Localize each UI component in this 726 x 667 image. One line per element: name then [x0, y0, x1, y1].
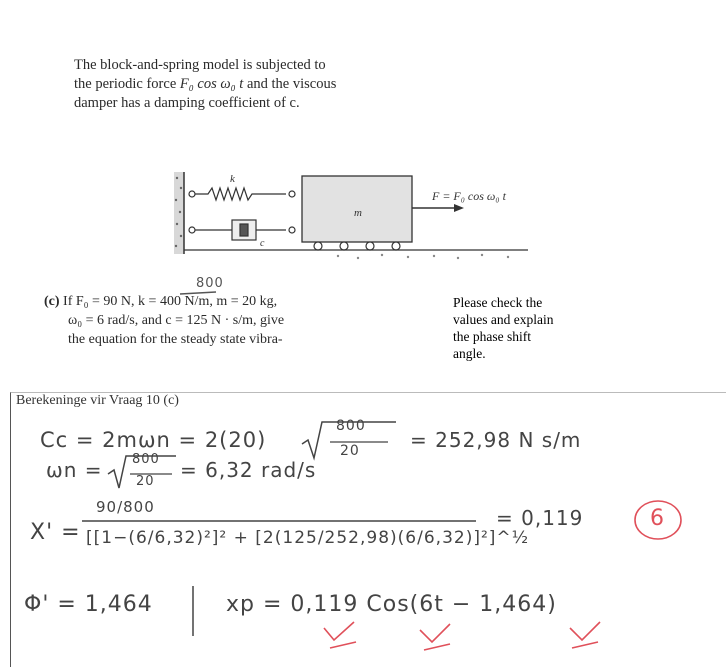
wn-result: = 6,32 rad/s	[180, 458, 317, 482]
wn-root-numerator: 800	[132, 452, 160, 467]
x-fraction-bar	[82, 518, 482, 524]
part-c-question	[44, 292, 384, 349]
x-denominator: [[1−(6/6,32)²]² + [2(125/252,98)(6/6,32)]²]^½	[86, 528, 530, 548]
cc-result: = 252,98 N s/m	[410, 428, 582, 452]
note-line-4: angle.	[453, 346, 486, 361]
mass-label: m	[354, 207, 362, 219]
phase-angle: Φ' = 1,464	[24, 592, 153, 617]
k-correction: 800	[196, 276, 224, 291]
part-c-line-2: ω₀ = 6 rad/s, and c = 125 N · s/m, give	[68, 313, 285, 328]
x-numerator: 90/800	[96, 498, 155, 516]
cc-equation: Cc = 2mωn = 2(20)	[40, 428, 267, 452]
intro-line-3: damper has a damping coefficient of c.	[74, 95, 300, 111]
wheels	[314, 242, 400, 250]
wn-root-denominator: 20	[136, 474, 155, 489]
wall	[174, 172, 184, 254]
check-mark-frequency	[420, 624, 450, 642]
note-line-3: the phase shift	[453, 329, 531, 344]
part-c-line-1-text: If F₀ = 90 N, k = 400 N/m, m = 20 kg,	[63, 294, 278, 309]
cc-root-denominator: 20	[340, 443, 360, 459]
calculation-title: Berekeninge vir Vraag 10 (c)	[16, 393, 179, 408]
problem-intro	[74, 56, 374, 113]
check-marks	[320, 612, 640, 660]
intro-line-1: The block-and-spring model is subjected to	[74, 57, 326, 73]
intro-line-2-text: the periodic force	[74, 76, 180, 92]
cc-root-numerator: 800	[336, 418, 366, 434]
intro-line-2	[74, 75, 374, 94]
check-mark-phase	[570, 622, 600, 640]
damper	[189, 220, 295, 240]
check-mark-amplitude	[324, 622, 354, 640]
score-mark: 6	[650, 506, 665, 531]
steady-state-solution: xp = 0,119 Cos(6t − 1,464)	[226, 592, 557, 617]
x-label: X' =	[30, 520, 81, 545]
damper-label: c	[260, 238, 265, 249]
part-c-label: (c)	[44, 294, 60, 309]
spring	[189, 188, 295, 200]
k-strike-mark	[178, 288, 218, 300]
spring-label: k	[230, 173, 235, 185]
part-c-line-3: the equation for the steady state vibra-	[68, 332, 283, 347]
wn-label: ωn =	[46, 458, 103, 482]
intro-line-2-tail: and the viscous	[243, 76, 337, 92]
note-line-1: Please check the	[453, 295, 543, 310]
divider-stroke	[190, 584, 196, 638]
review-note	[453, 294, 593, 362]
note-line-2: values and explain	[453, 312, 554, 327]
spring-mass-damper-diagram	[168, 168, 548, 268]
force-label: F = F₀ cos ω₀ t	[432, 189, 506, 203]
intro-force-expression: F₀ cos ω₀ t	[179, 76, 244, 92]
ground-hatching	[337, 254, 509, 259]
x-result: = 0,119	[496, 506, 584, 530]
